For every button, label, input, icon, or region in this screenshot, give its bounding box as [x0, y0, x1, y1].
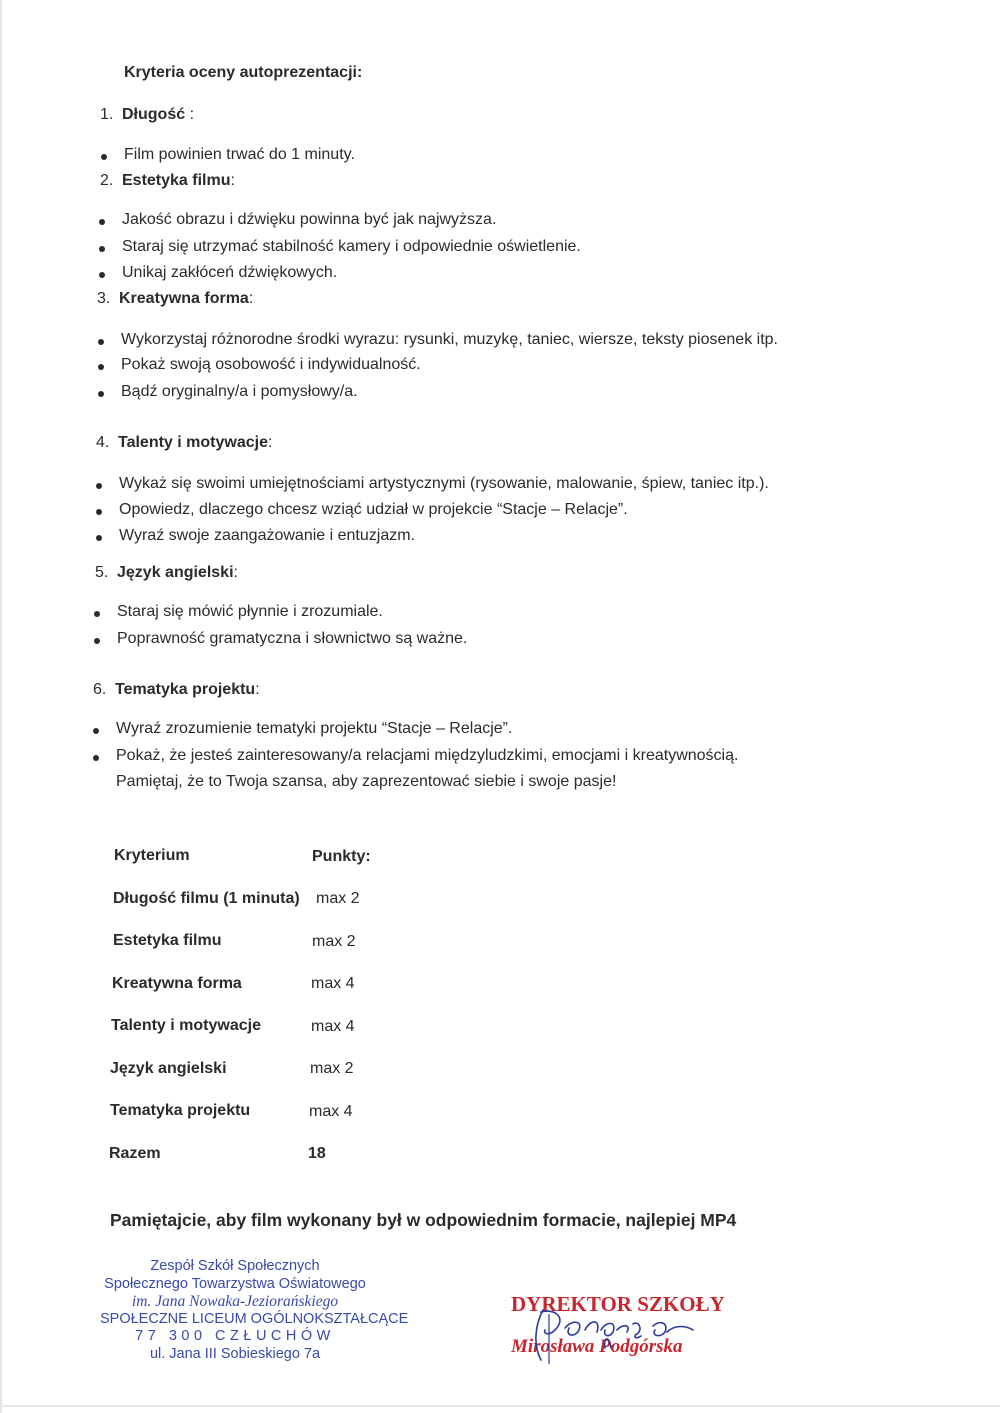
heading-suffix: : — [230, 172, 235, 189]
bullet-icon — [99, 246, 105, 252]
list-item — [116, 747, 738, 765]
bullet-icon — [99, 272, 105, 278]
bullet-icon — [98, 339, 104, 345]
section-heading-estetyka — [100, 172, 235, 190]
list-item — [119, 527, 415, 545]
section-number: 2. — [100, 172, 114, 189]
table-row-points: max 2 — [312, 933, 356, 950]
section-number: 3. — [97, 290, 111, 307]
bullet-icon — [94, 611, 100, 617]
table-row-points: max 4 — [309, 1103, 353, 1120]
list-item-text: Poprawność gramatyczna i słownictwo są ważne. — [117, 630, 468, 647]
bullet-icon — [93, 728, 99, 734]
school-stamp — [100, 1258, 409, 1363]
director-title: DYREKTOR SZKOŁY — [511, 1292, 725, 1316]
list-item-text: Unikaj zakłóceń dźwiękowych. — [122, 264, 338, 281]
section-title: Długość — [122, 106, 186, 123]
list-item — [122, 211, 496, 229]
list-item-text: Bądź oryginalny/a i pomysłowy/a. — [121, 383, 358, 400]
heading-suffix: : — [255, 681, 260, 698]
table-row-criterion: Estetyka filmu — [113, 932, 222, 949]
stamp-line: ul. Jana III Sobieskiego 7a — [149, 1345, 321, 1362]
list-item-text: Wyraź zrozumienie tematyki projektu “Stacje – Relacje”. — [116, 720, 513, 737]
stamp-line: im. Jana Nowaka-Jeziorańskiego — [131, 1293, 339, 1310]
director-stamp — [505, 1290, 725, 1370]
stamp-line: Zespół Szkół Społecznych — [150, 1258, 320, 1274]
stamp-line: SPOŁECZNE LICEUM OGÓLNOKSZTAŁCĄCE — [100, 1310, 409, 1327]
section-title: Talenty i motywacje — [118, 434, 268, 451]
table-row-criterion: Tematyka projektu — [110, 1102, 251, 1119]
table-row-criterion: Talenty i motywacje — [111, 1017, 261, 1034]
section-heading-kreatywna-forma — [97, 290, 253, 308]
table-row-criterion: Długość filmu (1 minuta) — [113, 890, 300, 907]
table-total-points: 18 — [308, 1145, 326, 1162]
list-item — [121, 356, 421, 374]
list-item — [121, 383, 358, 401]
list-item-text: Wykorzystaj różnorodne środki wyrazu: rysunki, muzykę, taniec, wiersze, teksty piosenek itp. — [121, 331, 778, 348]
list-item — [117, 630, 467, 648]
section-heading-jezyk-angielski — [95, 564, 238, 582]
scan-edge-left — [0, 0, 2, 1413]
list-item-text: Staraj się utrzymać stabilność kamery i odpowiednie oświetlenie. — [122, 238, 581, 255]
scan-edge-bottom — [0, 1405, 1000, 1407]
list-item — [119, 475, 769, 493]
list-item — [116, 720, 512, 738]
list-item-text: Film powinien trwać do 1 minuty. — [124, 146, 355, 163]
stamp-line: Społecznego Towarzystwa Oświatowego — [104, 1275, 366, 1292]
heading-suffix: : — [185, 106, 195, 123]
table-row-points: max 4 — [311, 1018, 355, 1035]
bullet-icon — [96, 535, 102, 541]
section-title: Kreatywna forma — [119, 290, 249, 307]
list-item — [121, 331, 778, 349]
list-item — [119, 501, 628, 519]
heading-suffix: : — [233, 564, 238, 581]
table-header-criterion: Kryterium — [114, 847, 190, 864]
list-item-text: Opowiedz, dlaczego chcesz wziąć udział w projekcie “Stacje – Relacje”. — [119, 501, 628, 518]
section-title: Estetyka filmu — [122, 172, 231, 189]
list-item-text: Pokaż swoją osobowość i indywidualność. — [121, 356, 421, 373]
bullet-icon — [98, 391, 104, 397]
section-title: Tematyka projektu — [115, 681, 256, 698]
bullet-icon — [99, 219, 105, 225]
bullet-icon — [101, 154, 107, 160]
section-heading-dlugosc — [100, 106, 194, 124]
list-item-text: Wyraź swoje zaangażowanie i entuzjazm. — [119, 527, 415, 544]
table-row-criterion: Język angielski — [110, 1060, 227, 1077]
section-heading-tematyka — [93, 681, 260, 699]
section-number: 6. — [93, 681, 107, 698]
table-total-label: Razem — [109, 1145, 161, 1162]
bullet-icon — [94, 638, 100, 644]
section-number: 5. — [95, 564, 109, 581]
list-item — [122, 238, 581, 256]
heading-suffix: : — [248, 290, 254, 307]
table-row-points: max 2 — [310, 1060, 354, 1077]
bullet-icon — [98, 364, 104, 370]
director-name: Mirosława Podgórska — [511, 1336, 683, 1357]
section-number: 1. — [100, 106, 114, 123]
list-item — [122, 264, 337, 282]
list-item — [117, 603, 383, 621]
list-item-text: Staraj się mówić płynnie i zrozumiale. — [117, 603, 383, 620]
list-item-text: Jakość obrazu i dźwięku powinna być jak najwyższa. — [122, 211, 497, 228]
table-row-points: max 4 — [311, 975, 355, 992]
table-row-points: max 2 — [316, 890, 360, 907]
list-item — [124, 146, 355, 164]
list-item-text: Wykaż się swoimi umiejętnościami artystycznymi (rysowanie, malowanie, śpiew, taniec itp.). — [119, 475, 769, 492]
format-note: Pamiętajcie, aby film wykonany był w odpowiednim formacie, najlepiej MP4 — [110, 1210, 737, 1230]
table-row-criterion: Kreatywna forma — [112, 975, 242, 992]
document-title: Kryteria oceny autoprezentacji: — [124, 64, 363, 81]
closing-line: Pamiętaj, że to Twoja szansa, aby zaprezentować siebie i swoje pasje! — [116, 773, 617, 790]
list-item-text: Pokaż, że jesteś zainteresowany/a relacjami międzyludzkimi, emocjami i kreatywnością. — [116, 747, 739, 764]
stamp-line: 77 300 CZŁUCHÓW — [135, 1328, 335, 1344]
handwritten-signature — [505, 1290, 705, 1370]
bullet-icon — [93, 755, 99, 761]
section-number: 4. — [96, 434, 110, 451]
bullet-icon — [96, 509, 102, 515]
heading-suffix: : — [267, 434, 273, 451]
bullet-icon — [96, 483, 102, 489]
table-header-points: Punkty: — [312, 848, 371, 865]
section-title: Język angielski — [117, 564, 234, 581]
section-heading-talenty — [96, 434, 272, 452]
